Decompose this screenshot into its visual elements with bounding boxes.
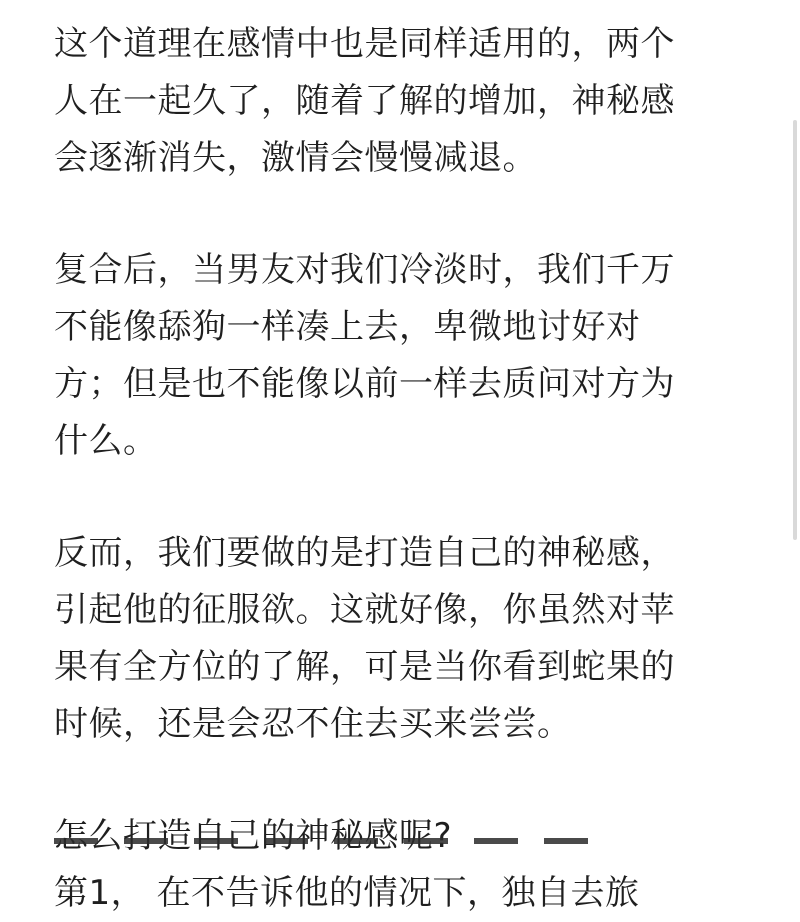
- cut-glyph: [544, 838, 588, 864]
- text-line: 会逐渐消失，激情会慢慢减退。: [54, 138, 537, 178]
- text-line: 怎么打造自己的神秘感呢?: [54, 816, 453, 856]
- text-line: 不能像舔狗一样凑上去，卑微地讨好对: [54, 307, 641, 347]
- text-line: 反而，我们要做的是打造自己的神秘感，: [54, 533, 675, 573]
- cut-glyph: [404, 838, 448, 864]
- paragraph-3: [54, 525, 744, 753]
- cut-glyph: [474, 838, 518, 864]
- text-line: 引起他的征服欲。这就好像，你虽然对苹: [54, 590, 675, 630]
- article-body: [54, 16, 744, 922]
- paragraph-4: [54, 808, 744, 922]
- paragraph-2: [54, 242, 744, 470]
- paragraph-1: [54, 16, 744, 187]
- cut-off-text-line: [54, 838, 588, 864]
- cut-glyph: [54, 838, 98, 864]
- text-line: 方；但是也不能像以前一样去质问对方为: [54, 364, 675, 404]
- cut-glyph: [334, 838, 378, 864]
- text-line: 果有全方位的了解，可是当你看到蛇果的: [54, 647, 675, 687]
- text-line: 人在一起久了，随着了解的增加，神秘感: [54, 81, 675, 121]
- text-line: 这个道理在感情中也是同样适用的，两个: [54, 24, 675, 64]
- scrollbar[interactable]: [793, 120, 797, 540]
- text-line: 什么。: [54, 421, 158, 461]
- cut-glyph: [194, 838, 238, 864]
- cut-glyph: [264, 838, 308, 864]
- text-line: 第1， 在不告诉他的情况下，独自去旅: [54, 873, 640, 913]
- text-line: 时候，还是会忍不住去买来尝尝。: [54, 704, 572, 744]
- cut-glyph: [124, 838, 168, 864]
- text-line: 复合后，当男友对我们冷淡时，我们千万: [54, 250, 675, 290]
